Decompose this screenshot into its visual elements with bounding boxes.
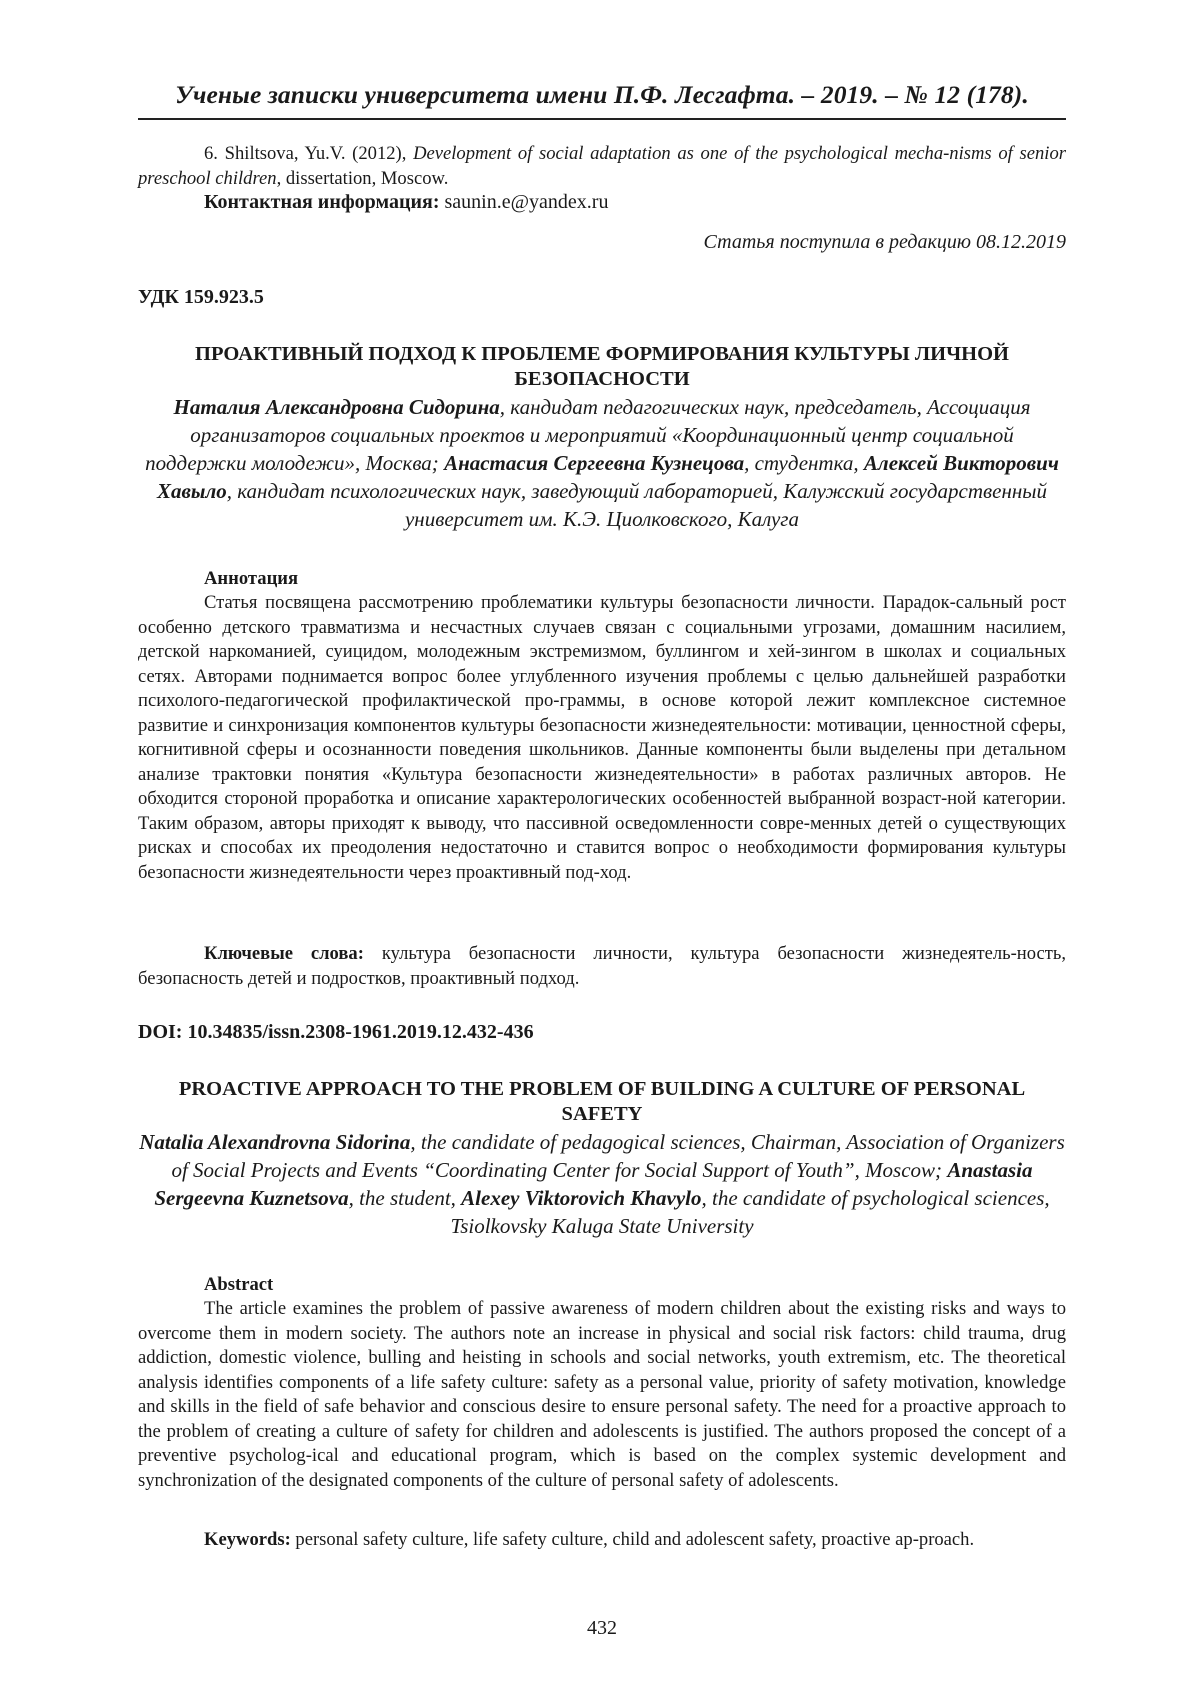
en-abstract-title: Abstract	[204, 1274, 274, 1295]
ru-author1-name: Наталия Александровна Сидорина	[173, 395, 500, 419]
en-abstract-body: The article examines the problem of passive awareness of modern children about the existing risks and ways to overcome them in modern society. The authors note an increase in physical and social risk factors: child trauma, drug addiction, domestic violence, bulling and heisting in schools and social networks, youth extremism, etc. The theoretical analysis identifies components of a life safety culture: safety as a personal value, priority of safety motivation, knowledge and skills in the field of safe behavior and conscious desire to ensure personal safety. The need for a proactive approach to the problem of creating a culture of safety for children and adolescents is justified. The authors proposed the concept of a preventive psycholog-ical and educational program, which is based on the complex systemic development and synchronization of the designated components of the culture of personal safety of adolescents.	[138, 1298, 1066, 1491]
udk-code: УДК 159.923.5	[138, 286, 264, 308]
doi: DOI: 10.34835/issn.2308-1961.2019.12.432-436	[138, 1021, 534, 1043]
ru-title: ПРОАКТИВНЫЙ ПОДХОД К ПРОБЛЕМЕ ФОРМИРОВАНИЯ КУЛЬТУРЫ ЛИЧНОЙ БЕЗОПАСНОСТИ	[195, 343, 1009, 390]
reference-title: Development of social adaptation as one of the psychological mecha-nisms of senior preschool children	[138, 143, 1066, 189]
en-authors	[138, 1128, 1066, 1240]
ru-keywords	[138, 942, 1066, 991]
ru-author3-name: Алексей Викторович Хавыло	[156, 451, 1059, 503]
running-head: Ученые записки университета имени П.Ф. Лесгафта. – 2019. – № 12 (178).	[175, 80, 1029, 109]
received-date: Статья поступила в редакцию 08.12.2019	[703, 231, 1066, 253]
reference-tail: , dissertation, Moscow.	[276, 167, 449, 189]
en-keywords	[138, 1528, 1066, 1553]
contact-label: Контактная информация:	[204, 191, 440, 213]
en-author2-desc: , the student,	[348, 1186, 462, 1210]
contact-email: saunin.e@yandex.ru	[444, 191, 609, 213]
en-author3-desc: , the candidate of psychological sciences, Tsiolkovsky Kaluga State University	[450, 1186, 1050, 1238]
ru-abstract-body: Статья посвящена рассмотрению проблематики культуры безопасности личности. Парадок-сальный рост особенно детского травматизма и несчастных случаев связан с социальными угрозами, домашним насилием, детской наркоманией, суицидом, молодежным экстремизмом, буллингом и хей-зингом в школах и социальных сетях. Авторами поднимается вопрос более углубленного изучения проблемы с целью дальнейшей разработки психолого-педагогической профилактической про-граммы, в основе которой лежит комплексное системное развитие и синхронизация компонентов культуры безопасности жизнедеятельности: мотивации, ценностной сферы, когнитивной сферы и осознанности поведения школьников. Данные компоненты были выделены при детальном анализе трактовки понятия «Культура безопасности жизнедеятельности» в работах различных авторов. Не обходится стороной проработка и описание характерологических особенностей выбранной возраст-ной категории. Таким образом, авторы приходят к выводу, что пассивной осведомленности совре-менных детей о существующих рисках и способах их преодоления недостаточно и ставится вопрос о необходимости формирования культуры безопасности жизнедеятельности через проактивный под-ход.	[138, 592, 1066, 883]
ru-abstract-title: Аннотация	[204, 568, 299, 589]
en-author3-name: Alexey Viktorovich Khavylo	[461, 1186, 702, 1210]
en-title: PROACTIVE APPROACH TO THE PROBLEM OF BUILDING A CULTURE OF PERSONAL SAFETY	[178, 1078, 1026, 1125]
ru-keywords-label: Ключевые слова:	[204, 943, 364, 964]
reference-author: Shiltsova, Yu.V. (2012),	[224, 143, 407, 164]
en-author1-desc: , the candidate of pedagogical sciences, Chairman, Association of Organizers of Social Projects and Events “Coordinating Center for Social Support of Youth”, Moscow;	[171, 1130, 1065, 1182]
ru-authors	[138, 393, 1066, 533]
ru-author2-name: Анастасия Сергеевна Кузнецова	[444, 451, 745, 475]
ru-author3-desc: , кандидат психологических наук, заведующий лабораторией, Калужский государственный университет им. К.Э. Циолковского, Калуга	[226, 479, 1048, 531]
ru-keywords-text: культура безопасности личности, культура безопасности жизнедеятель-ность, безопасность детей и подростков, проактивный подход.	[138, 943, 1066, 989]
contact-line	[138, 190, 1066, 215]
page-number: 432	[587, 1617, 617, 1639]
reference-number: 6.	[204, 143, 218, 164]
en-author1-name: Natalia Alexandrovna Sidorina	[139, 1130, 411, 1154]
header-rule	[138, 118, 1066, 120]
en-keywords-text: personal safety culture, life safety culture, child and adolescent safety, proactive ap-proach.	[290, 1529, 975, 1550]
ru-author2-desc: , студентка,	[744, 451, 864, 475]
reference-entry	[138, 142, 1066, 191]
en-author2-name: Anastasia Sergeevna Kuznetsova	[154, 1158, 1033, 1210]
en-keywords-label: Keywords:	[204, 1529, 291, 1550]
ru-author1-desc: , кандидат педагогических наук, председатель, Ассоциация организаторов социальных проектов и мероприятий «Координационный центр социальной поддержки молодежи», Москва;	[145, 395, 1031, 475]
